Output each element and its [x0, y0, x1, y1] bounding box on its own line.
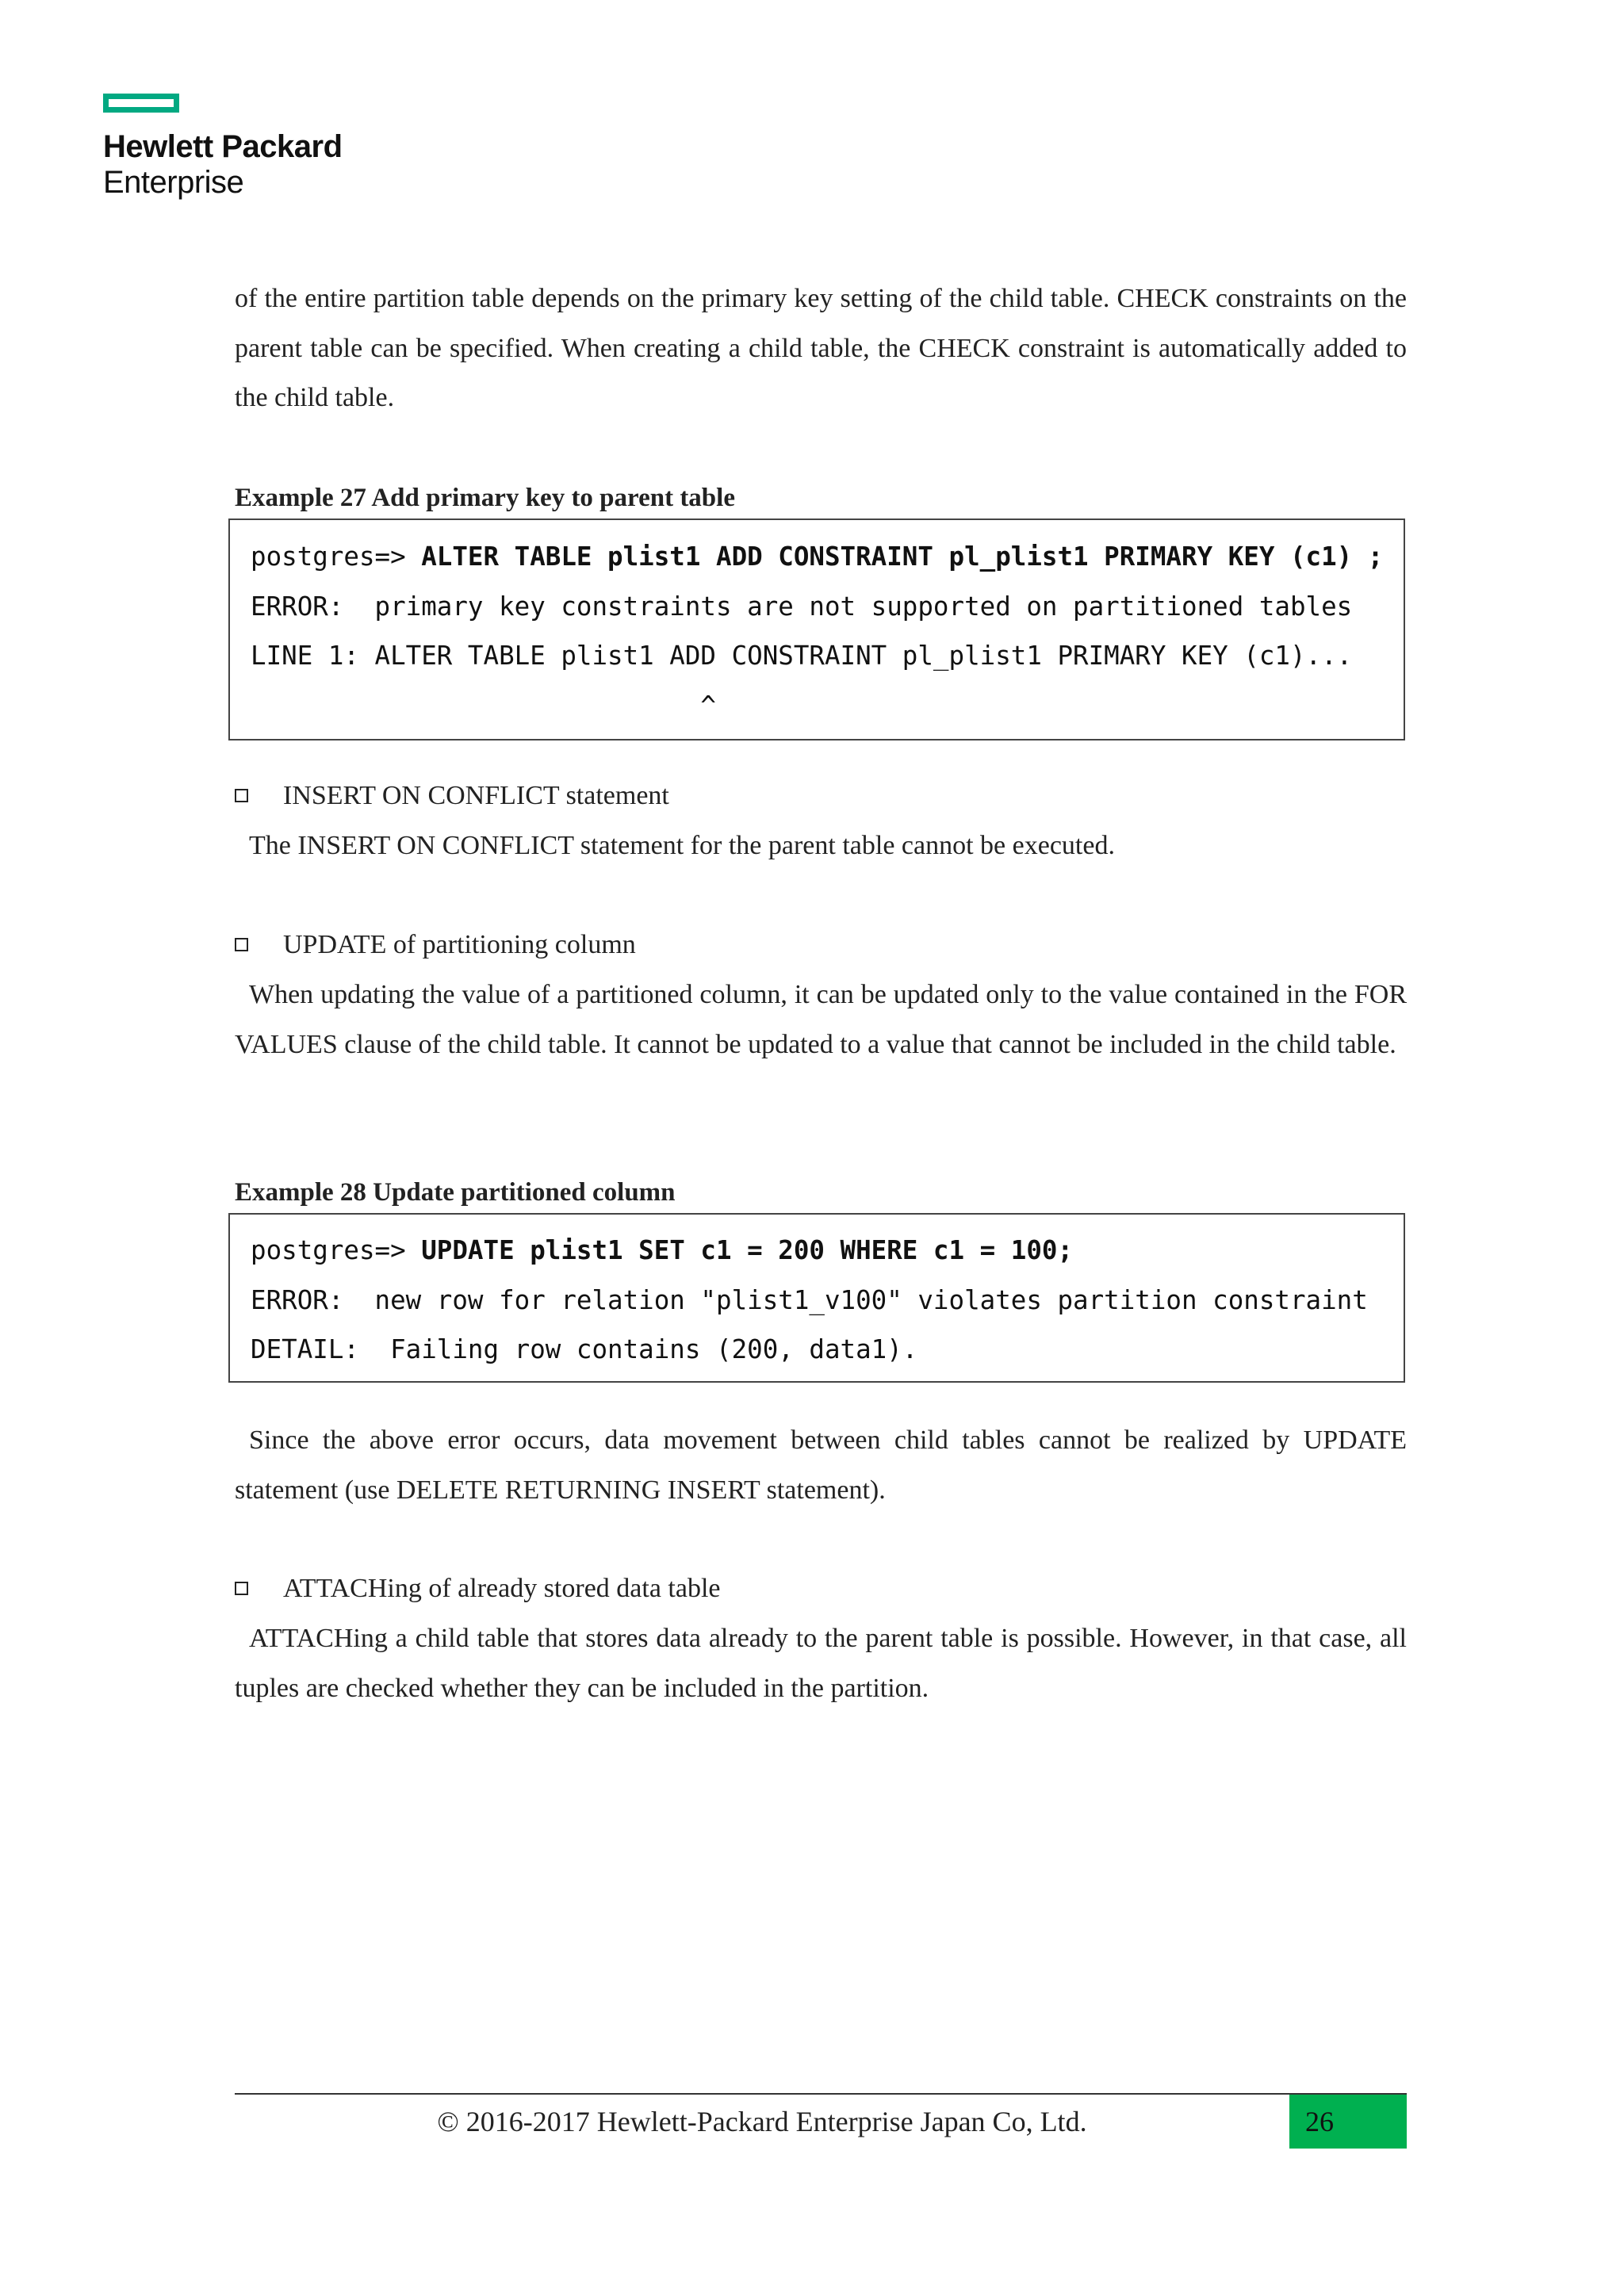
section-heading-attach — [235, 1573, 721, 1605]
footer-copyright: © 2016-2017 Hewlett-Packard Enterprise Japan Co, Ltd. — [437, 2106, 1087, 2137]
after-example28-section — [235, 1416, 1407, 1515]
code-line — [230, 1226, 1404, 1276]
checkbox-bullet-icon — [235, 789, 248, 802]
code-prompt: postgres=> — [251, 1235, 422, 1265]
update-body: When updating the value of a partitioned column, it can be updated only to the value contained in the FOR VALUES clause of the child table. It cannot be updated to a value that cannot be included in the child table. — [235, 980, 1407, 1059]
footer-divider — [235, 2093, 1407, 2095]
example28-code-block — [228, 1213, 1405, 1383]
code-line: ERROR: new row for relation "plist1_v100" violates partition constraint — [251, 1284, 1368, 1315]
intro-paragraph: of the entire partition table depends on the primary key setting of the child table. CHECK constraints on the parent table can be specified. When creating a child table, the CHECK constraint is automatically added to the child table. — [235, 284, 1407, 412]
intro-section — [235, 274, 1407, 423]
attach-body: ATTACHing a child table that stores data already to the parent table is possible. However, in that case, all tuples are checked whether they can be included in the partition. — [235, 1624, 1407, 1703]
section-heading-text: ATTACHing of already stored data table — [283, 1574, 721, 1603]
section-heading-text: UPDATE of partitioning column — [283, 930, 636, 959]
code-line: LINE 1: ALTER TABLE plist1 ADD CONSTRAINT pl_plist1 PRIMARY KEY (c1)... — [251, 641, 1353, 671]
example27-caption: Example 27 Add primary key to parent table — [235, 484, 735, 512]
section-heading-update — [235, 929, 636, 961]
section-heading-insert — [235, 780, 669, 812]
attach-section — [235, 1614, 1407, 1713]
update-section — [235, 970, 1407, 1070]
example28-caption: Example 28 Update partitioned column — [235, 1178, 676, 1207]
code-command: UPDATE plist1 SET c1 = 200 WHERE c1 = 100; — [421, 1235, 1074, 1265]
logo-text-line1: Hewlett Packard — [103, 129, 343, 164]
code-command: ALTER TABLE plist1 ADD CONSTRAINT pl_plist1 PRIMARY KEY (c1) ; — [421, 541, 1384, 572]
insert-body: The INSERT ON CONFLICT statement for the parent table cannot be executed. — [249, 831, 1115, 860]
section-heading-text: INSERT ON CONFLICT statement — [283, 781, 669, 810]
example27-code-block — [228, 519, 1405, 740]
code-prompt: postgres=> — [251, 541, 422, 572]
code-line: DETAIL: Failing row contains (200, data1). — [251, 1334, 918, 1364]
logo-bar-icon — [103, 94, 179, 113]
code-line — [230, 532, 1404, 582]
insert-section — [235, 821, 1407, 871]
after-example28-paragraph: Since the above error occurs, data movement between child tables cannot be realized by UPDATE statement (use DELETE RETURNING INSERT statement). — [235, 1425, 1407, 1505]
checkbox-bullet-icon — [235, 938, 248, 951]
page-number-badge: 26 — [1289, 2095, 1407, 2149]
checkbox-bullet-icon — [235, 1582, 248, 1595]
code-line: ^ — [251, 690, 716, 721]
code-line: ERROR: primary key constraints are not supported on partitioned tables — [251, 591, 1353, 622]
hpe-logo — [103, 94, 343, 200]
logo-text-line2: Enterprise — [103, 165, 244, 200]
